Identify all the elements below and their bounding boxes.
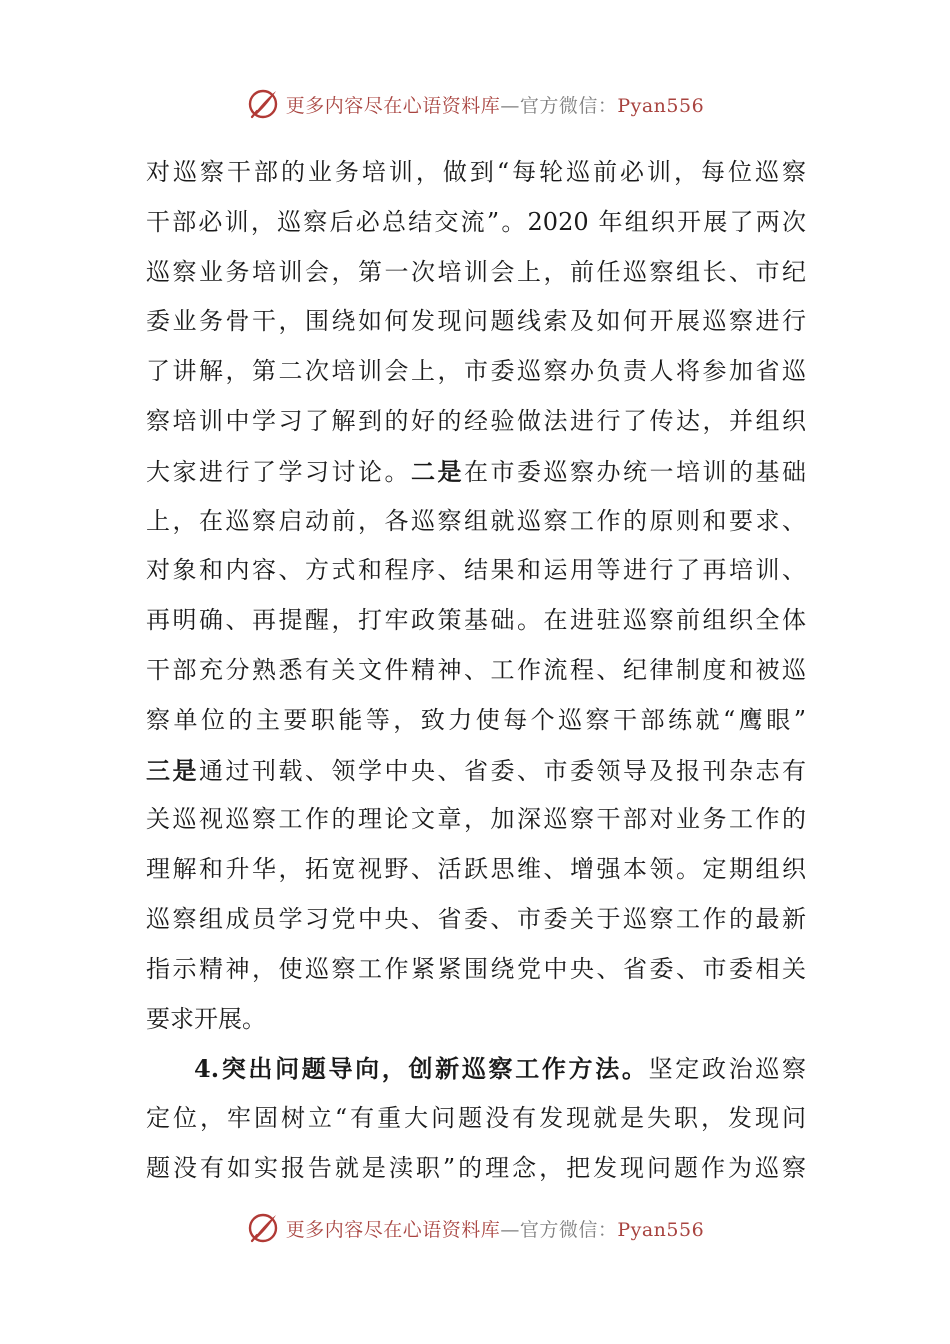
text-line (146, 546, 806, 596)
text-run: 干部必训，巡察后必总结交流”。2020 年组织开展了两次 (146, 207, 806, 236)
header-watermark-banner (0, 84, 950, 124)
text-line (146, 845, 806, 895)
text-line (146, 297, 806, 347)
bold-text-run: 二是 (411, 456, 464, 486)
text-run: 对巡察干部的业务培训，做到“每轮巡前必训，每位巡察 (146, 158, 806, 186)
text-line (146, 1144, 806, 1194)
banner-handle: Pyan556 (617, 1218, 705, 1241)
text-run: 题没有如实报告就是渎职”的理念，把发现问题作为巡察 (146, 1153, 806, 1182)
text-run: 对象和内容、方式和程序、结果和运用等进行了再培训、 (146, 556, 806, 585)
text-line (146, 696, 806, 746)
text-line (146, 995, 806, 1045)
banner-dash: — (500, 1218, 520, 1241)
text-line (146, 1044, 806, 1094)
quill-logo-icon (246, 87, 280, 121)
text-line (146, 148, 806, 198)
text-run: 在市委巡察办统一培训的基础 (464, 457, 806, 486)
text-line (146, 198, 806, 248)
bold-text-run: 4.突出问题导向，创新巡察工作方法。 (194, 1054, 649, 1084)
text-run: 再明确、再提醒，打牢政策基础。在进驻巡察前组织全体 (146, 606, 806, 635)
text-run: 干部充分熟悉有关文件精神、工作流程、纪律制度和被巡 (146, 655, 806, 684)
text-run: 委业务骨干，围绕如何发现问题线索及如何开展巡察进行 (146, 307, 806, 336)
banner-left-text: 更多内容尽在心语资料库 (285, 94, 501, 117)
text-run: 了讲解，第二次培训会上，市委巡察办负责人将参加省巡 (146, 357, 806, 386)
banner-right-text: 官方微信： (519, 1218, 618, 1241)
banner-dash: — (500, 94, 520, 117)
text-run: 关巡视巡察工作的理论文章，加深巡察干部对业务工作的 (146, 805, 806, 834)
text-line (146, 447, 806, 497)
text-line (146, 596, 806, 646)
text-run: 巡察组成员学习党中央、省委、市委关于巡察工作的最新 (146, 904, 806, 933)
text-run: 察培训中学习了解到的好的经验做法进行了传达，并组织 (146, 406, 806, 435)
footer-watermark-banner (0, 1208, 950, 1248)
quill-logo-icon (246, 1211, 280, 1245)
text-run: 要求开展。 (146, 1004, 266, 1033)
text-line (146, 497, 806, 547)
banner-right-text: 官方微信： (519, 94, 618, 117)
text-run: 通过刊载、领学中央、省委、市委领导及报刊杂志有 (199, 756, 806, 785)
text-run: 定位，牢固树立“有重大问题没有发现就是失职，发现问 (146, 1104, 806, 1133)
text-line (146, 1094, 806, 1144)
text-run: 大家进行了学习讨论。 (146, 457, 411, 486)
text-line (146, 347, 806, 397)
banner-left-text: 更多内容尽在心语资料库 (285, 1218, 501, 1241)
text-line (146, 646, 806, 696)
text-line (146, 945, 806, 995)
bold-text-run: 三是 (146, 755, 199, 785)
text-line (146, 895, 806, 945)
text-line (146, 248, 806, 298)
text-run: 察单位的主要职能等，致力使每个巡察干部练就“鹰眼” (146, 705, 806, 734)
text-run: 理解和升华，拓宽视野、活跃思维、增强本领。定期组织 (146, 855, 806, 884)
banner-handle: Pyan556 (617, 94, 705, 117)
text-line (146, 397, 806, 447)
text-run: 指示精神，使巡察工作紧紧围绕党中央、省委、市委相关 (146, 954, 806, 983)
document-body (146, 148, 806, 1194)
text-run: 上，在巡察启动前，各巡察组就巡察工作的原则和要求、 (146, 506, 806, 535)
text-line (146, 795, 806, 845)
text-line (146, 746, 806, 796)
text-run: 坚定政治巡察 (648, 1055, 807, 1084)
text-run: 巡察业务培训会，第一次培训会上，前任巡察组长、市纪 (146, 257, 806, 286)
